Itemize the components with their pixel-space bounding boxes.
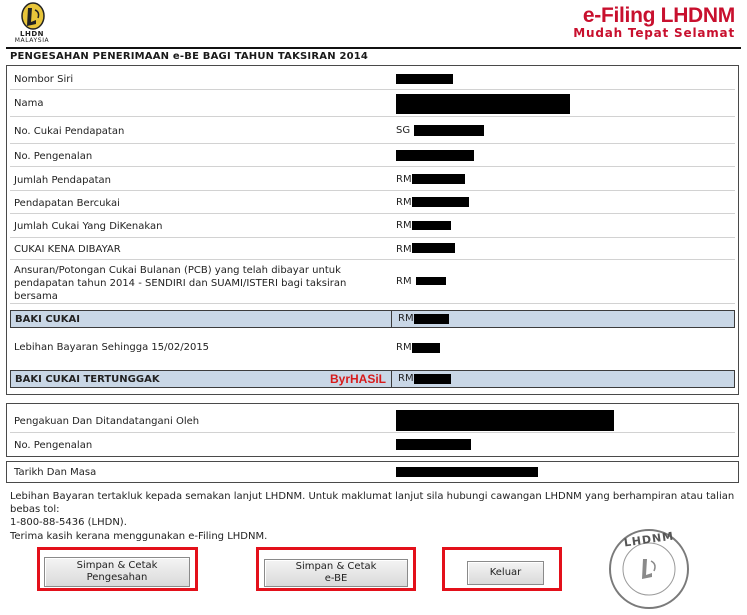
value-prefix: RM (396, 342, 412, 353)
redacted-value (412, 343, 440, 353)
redacted-value (412, 243, 455, 253)
logo-subtext: MALAYSIA (14, 37, 50, 44)
page-title: PENGESAHAN PENERIMAAN e-BE BAGI TAHUN TAKSIRAN 2014 (10, 51, 369, 62)
table-row-highlighted (10, 370, 735, 388)
thanks-message: Terima kasih kerana menggunakan e-Filing LHDNM. (10, 531, 268, 542)
row-label: Pengakuan Dan Ditandatangani Oleh (14, 416, 200, 427)
button-label-line: e-BE (324, 573, 348, 584)
row-value (391, 311, 414, 327)
table-row (10, 406, 735, 433)
value-prefix: RM (396, 220, 412, 231)
row-label: Pendapatan Bercukai (14, 198, 120, 209)
label-line: bersama (14, 291, 58, 302)
table-row (10, 90, 735, 117)
row-label: Jumlah Cukai Yang DiKenakan (14, 221, 163, 232)
row-label: BAKI CUKAI TERTUNGGAK (15, 374, 160, 385)
table-row (10, 463, 735, 482)
row-label: Nombor Siri (14, 74, 74, 85)
value-prefix: SG (396, 125, 411, 136)
redacted-value (396, 94, 570, 114)
label-line: pendapatan tahun 2014 - SENDIRI dan SUAMI/ISTERI bagi taksiran (14, 278, 347, 289)
redacted-value (412, 221, 451, 230)
value-prefix: RM (398, 313, 414, 324)
payment-annotation: ByrHASiL (329, 372, 386, 386)
save-print-acknowledgement-button[interactable] (44, 557, 190, 587)
redacted-value (416, 277, 446, 285)
table-row-highlighted (10, 310, 735, 328)
table-row (10, 167, 735, 191)
overpayment-note (10, 490, 738, 529)
redacted-value (412, 174, 465, 184)
redacted-value (396, 410, 614, 431)
row-label: No. Pengenalan (14, 151, 93, 162)
table-row (10, 238, 735, 260)
row-label: Lebihan Bayaran Sehingga 15/02/2015 (14, 342, 210, 353)
table-row (10, 191, 735, 214)
redacted-value (396, 467, 538, 477)
redacted-value (396, 150, 474, 161)
declaration-table (6, 403, 739, 457)
row-label: Tarikh Dan Masa (14, 467, 97, 478)
redacted-value (396, 439, 471, 450)
save-print-ebe-button[interactable] (264, 559, 408, 587)
redacted-value (414, 314, 449, 324)
logo-text: LHDN (20, 30, 44, 38)
row-label: CUKAI KENA DIBAYAR (14, 244, 121, 255)
note-line: 1-800-88-5436 (LHDN). (10, 517, 127, 528)
table-row (10, 117, 735, 144)
table-row (10, 433, 735, 456)
row-value (329, 371, 414, 387)
value-prefix: RM (396, 197, 412, 208)
label-line: Ansuran/Potongan Cukai Bulanan (PCB) yang telah dibayar untuk (14, 265, 341, 276)
header-divider (6, 47, 741, 49)
redacted-value (414, 374, 451, 384)
exit-button[interactable] (467, 561, 544, 585)
value-prefix: RM (398, 373, 414, 384)
brand-title: e-Filing LHDNM (582, 4, 735, 27)
button-label-line: Simpan & Cetak (295, 561, 377, 572)
row-label: No. Pengenalan (14, 440, 93, 451)
redacted-value (414, 125, 484, 136)
redacted-value (412, 197, 469, 207)
note-line: bebas tol: (10, 504, 60, 515)
value-prefix: RM (396, 276, 412, 287)
row-label: Jumlah Pendapatan (14, 175, 111, 186)
note-line: Lebihan Bayaran tertakluk kepada semakan lanjut LHDNM. Untuk maklumat lanjut sila hubungi cawangan LHDNM yang berhampiran atau talian (10, 491, 735, 502)
row-label: Nama (14, 98, 44, 109)
value-prefix: RM (396, 244, 412, 255)
table-row (10, 214, 735, 238)
seal-text: LHDNM (623, 529, 675, 550)
table-row (10, 260, 735, 304)
table-row (10, 332, 735, 362)
value-prefix: RM (396, 174, 412, 185)
row-label: BAKI CUKAI (15, 314, 80, 325)
lhdnm-seal (607, 527, 691, 611)
timestamp-table (6, 461, 739, 483)
redacted-value (396, 74, 453, 84)
button-label-line: Simpan & Cetak (76, 560, 158, 571)
brand-tagline: Mudah Tepat Selamat (573, 26, 735, 40)
tax-details-table (6, 65, 739, 395)
table-row (10, 144, 735, 167)
row-label: No. Cukai Pendapatan (14, 126, 125, 137)
row-label (14, 264, 346, 303)
button-label-line: Pengesahan (86, 572, 148, 583)
table-row (10, 69, 735, 90)
button-label: Keluar (489, 567, 522, 578)
